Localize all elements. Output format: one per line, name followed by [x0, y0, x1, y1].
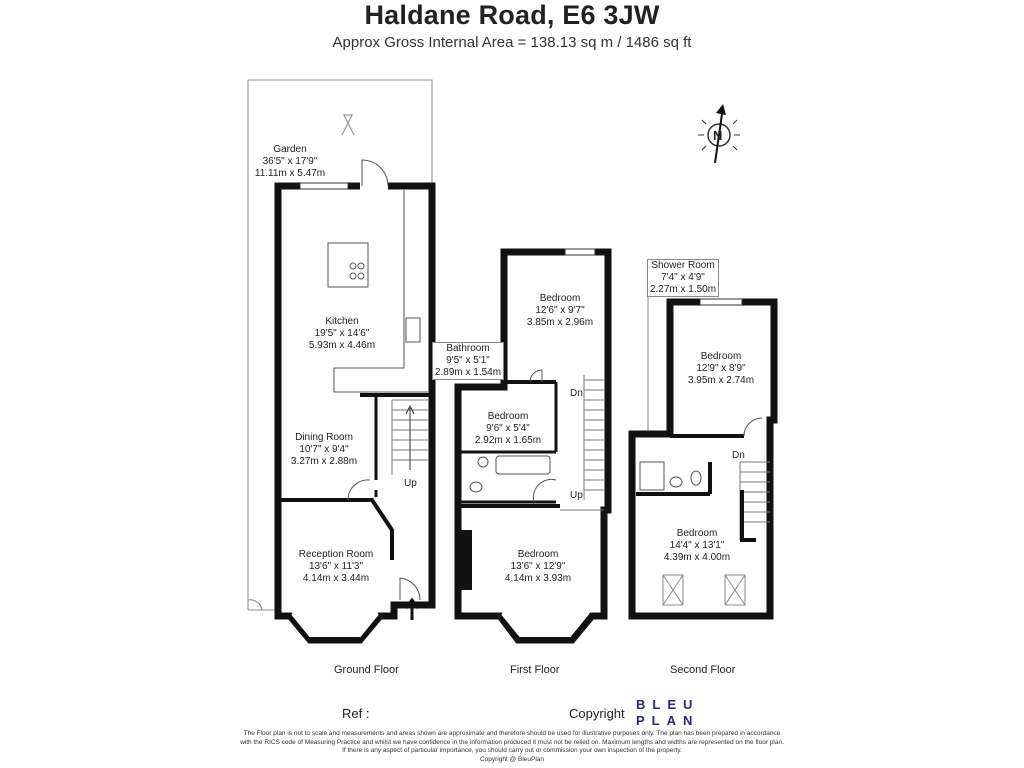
room-label-sf-bedroom-front: Bedroom 14'4" x 13'1" 4.39m x 4.00m — [663, 528, 731, 563]
brand-line-1: BLEU — [636, 697, 700, 712]
ff-stairs — [584, 380, 604, 490]
room-label-dining: Dining Room 10'7" x 9'4" 3.27m x 2.88m — [290, 432, 358, 467]
dining-door-swing — [348, 480, 370, 500]
garden-arc — [248, 600, 262, 610]
brand-line-2: PLAN — [636, 713, 700, 728]
ff-stairs-up-label: Up — [570, 490, 583, 501]
floor-label-ground: Ground Floor — [334, 664, 399, 676]
sf-toilet-icon — [691, 471, 701, 485]
disclaimer-line-1: The Floor plan is not to scale and measurements and areas shown are approximate and therefore should be used for illustrative purposes only. The plan has been prepared in accordance — [243, 730, 781, 737]
floor-label-second: Second Floor — [670, 664, 736, 676]
garden-gate — [342, 115, 354, 135]
brand-logo — [636, 697, 699, 729]
sf-rear-door-swing — [744, 418, 762, 436]
sf-stairs-down-label: Dn — [732, 450, 745, 461]
front-door-swing — [400, 578, 420, 600]
stairs-up-label: Up — [404, 478, 417, 489]
page-title: Haldane Road, E6 3JW — [364, 0, 660, 30]
room-label-ff-bedroom-front: Bedroom 13'6" x 12'9" 4.14m x 3.93m — [504, 549, 572, 584]
sf-stair-wall — [742, 490, 756, 540]
disclaimer — [190, 730, 834, 764]
reference-label: Ref : — [342, 706, 370, 721]
floor-label-first: First Floor — [510, 664, 560, 676]
disclaimer-line-3: If there is any aspect of particular importance, you should carry out or commission your own inspection of the property. — [342, 747, 682, 754]
kitchen-counter — [334, 190, 428, 392]
room-label-ff-bedroom-rear: Bedroom 12'6" x 9'7" 3.85m x 2.96m — [526, 293, 594, 328]
bath-icon — [496, 456, 550, 474]
room-label-reception: Reception Room 13'6" x 11'3" 4.14m x 3.44m — [298, 549, 374, 584]
skylight-left — [663, 575, 683, 605]
compass-letter: N — [713, 128, 723, 143]
room-label-bathroom: Bathroom 9'5" x 5'1" 2.89m x 1.54m — [432, 342, 504, 380]
second-outer-wall — [632, 302, 774, 616]
disclaimer-line-2: with the RICS code of Measuring Practice and whilst we have confidence in the information produced it must not be relied on. Maximum lengths and widths are represented on the floor plan. — [240, 738, 784, 746]
sf-rear-window — [700, 299, 742, 305]
room-label-shower: Shower Room 7'4" x 4'9" 2.27m x 1.50m — [647, 259, 719, 297]
copyright-label: Copyright — [569, 706, 625, 721]
shower-room-outline — [648, 292, 668, 432]
skylight-right — [725, 575, 745, 605]
hob-icon — [350, 263, 364, 279]
page-subtitle: Approx Gross Internal Area = 138.13 sq m / 1486 sq ft — [332, 34, 692, 51]
room-label-kitchen: Kitchen 19'5" x 14'6" 5.93m x 4.46m — [308, 316, 376, 351]
kitchen-window — [300, 183, 348, 189]
room-label-garden: Garden 36'5" x 17'9" 11.11m x 5.47m — [254, 144, 326, 179]
sf-stairs — [740, 462, 770, 540]
basin-icon — [478, 457, 488, 467]
kitchen-sink — [406, 318, 420, 342]
ff-chimney-breast — [458, 530, 472, 590]
toilet-icon — [470, 482, 482, 492]
disclaimer-line-4: Copyright @ BleuPlan — [479, 755, 545, 763]
kitchen-island — [328, 243, 368, 287]
garden-door-gap — [360, 181, 388, 191]
ff-bathroom-door — [533, 479, 556, 502]
shower-tray-icon — [640, 462, 664, 490]
room-label-sf-bedroom-rear: Bedroom 12'9" x 8'9" 3.95m x 2.74m — [687, 351, 755, 386]
room-label-ff-bedroom-small: Bedroom 9'6" x 5'4" 2.92m x 1.65m — [474, 411, 542, 446]
ff-stairs-down-label: Dn — [570, 388, 583, 399]
ff-rear-window — [565, 249, 595, 255]
second-floor-plan — [632, 292, 774, 616]
sf-basin-icon — [670, 477, 682, 487]
